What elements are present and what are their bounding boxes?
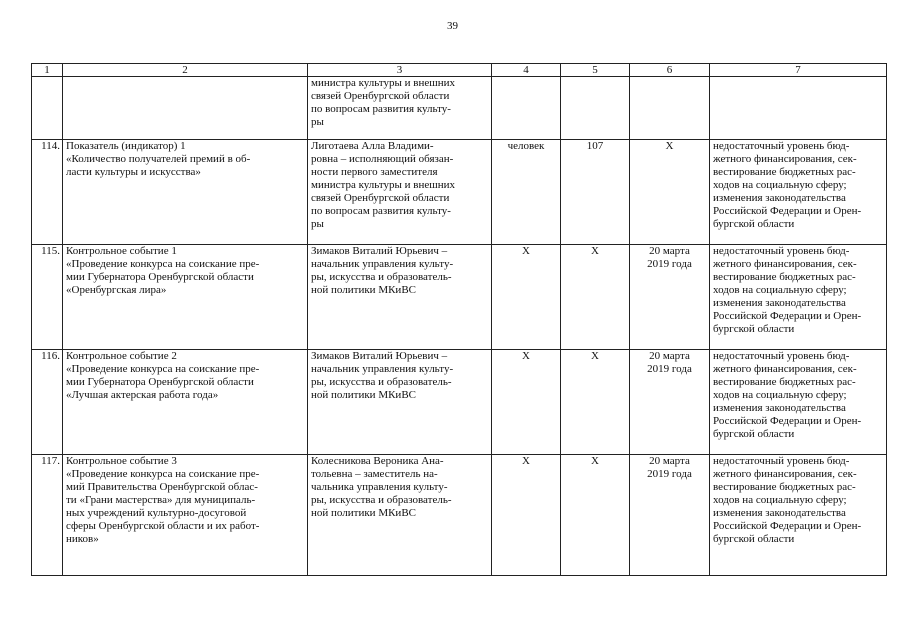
cell-value: 107 <box>561 140 630 245</box>
table-row <box>32 140 887 245</box>
cell-risk: недостаточный уровень бюд- жетного финансирования, сек- вестирование бюджетных рас- ходов на социальную сферу; изменения законодательства Российской Федерации и Орен- бургской области <box>710 245 887 350</box>
cell-unit: Х <box>492 245 561 350</box>
column-header: 1 <box>32 64 63 77</box>
cell-value: Х <box>561 245 630 350</box>
cell-name: Контрольное событие 1 «Проведение конкурса на соискание пре- мии Губернатора Оренбургской области «Оренбургская лира» <box>63 245 308 350</box>
cell-unit: Х <box>492 455 561 576</box>
cell-value: Х <box>561 350 630 455</box>
cell-responsible: Зимаков Виталий Юрьевич – начальник управления культу- ры, искусства и образователь- ной политики МКиВС <box>308 245 492 350</box>
cell-responsible: Лиготаева Алла Владими- ровна – исполняющий обязан- ности первого заместителя министра культуры и внешних связей Оренбургской области по вопросам развития культу- ры <box>308 140 492 245</box>
column-header: 2 <box>63 64 308 77</box>
cell-num <box>32 77 63 140</box>
cell-name: Контрольное событие 3 «Проведение конкурса на соискание пре- мий Правительства Оренбургской облас- ти «Грани мастерства» для муниципаль- ных учреждений культурно-досуговой сферы Оренбургской области и их работ- ников» <box>63 455 308 576</box>
cell-name: Контрольное событие 2 «Проведение конкурса на соискание пре- мии Губернатора Оренбургской области «Лучшая актерская работа года» <box>63 350 308 455</box>
cell-value <box>561 77 630 140</box>
table-row-continuation <box>32 77 887 140</box>
cell-unit <box>492 77 561 140</box>
cell-date: 20 марта 2019 года <box>630 245 710 350</box>
column-header: 3 <box>308 64 492 77</box>
cell-risk: недостаточный уровень бюд- жетного финансирования, сек- вестирование бюджетных рас- ходов на социальную сферу; изменения законодательства Российской Федерации и Орен- бургской области <box>710 350 887 455</box>
cell-num: 114. <box>32 140 63 245</box>
cell-date: Х <box>630 140 710 245</box>
table-row <box>32 350 887 455</box>
cell-unit: человек <box>492 140 561 245</box>
cell-risk: недостаточный уровень бюд- жетного финансирования, сек- вестирование бюджетных рас- ходов на социальную сферу; изменения законодательства Российской Федерации и Орен- бургской области <box>710 140 887 245</box>
cell-date: 20 марта 2019 года <box>630 350 710 455</box>
column-header: 5 <box>561 64 630 77</box>
cell-risk <box>710 77 887 140</box>
cell-responsible: Колесникова Вероника Ана- тольевна – заместитель на- чальника управления культу- ры, искусства и образователь- ной политики МКиВС <box>308 455 492 576</box>
plan-table <box>31 63 887 576</box>
cell-num: 115. <box>32 245 63 350</box>
column-header: 4 <box>492 64 561 77</box>
table-row <box>32 245 887 350</box>
cell-risk: недостаточный уровень бюд- жетного финансирования, сек- вестирование бюджетных рас- ходов на социальную сферу; изменения законодательства Российской Федерации и Орен- бургской области <box>710 455 887 576</box>
page-number: 39 <box>447 20 458 32</box>
cell-name: Показатель (индикатор) 1 «Количество получателей премий в об- ласти культуры и искусства» <box>63 140 308 245</box>
column-header: 6 <box>630 64 710 77</box>
cell-value: Х <box>561 455 630 576</box>
cell-num: 116. <box>32 350 63 455</box>
cell-num: 117. <box>32 455 63 576</box>
cell-unit: Х <box>492 350 561 455</box>
cell-date: 20 марта 2019 года <box>630 455 710 576</box>
cell-name <box>63 77 308 140</box>
header-row <box>32 64 887 77</box>
cell-responsible: Зимаков Виталий Юрьевич – начальник управления культу- ры, искусства и образователь- ной политики МКиВС <box>308 350 492 455</box>
cell-responsible: министра культуры и внешних связей Оренбургской области по вопросам развития культу- ры <box>308 77 492 140</box>
column-header: 7 <box>710 64 887 77</box>
table-row <box>32 455 887 576</box>
cell-date <box>630 77 710 140</box>
